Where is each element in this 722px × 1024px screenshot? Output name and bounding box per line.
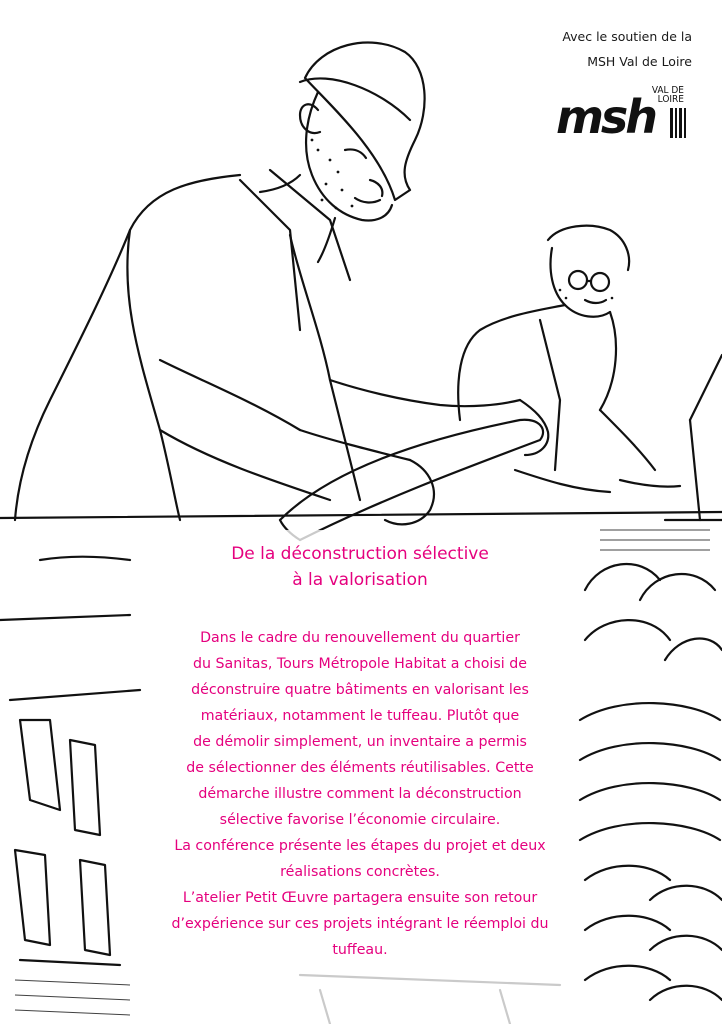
- description-line: L’atelier Petit Œuvre partagera ensuite son retour: [182, 890, 538, 906]
- msh-logo: [556, 86, 692, 142]
- event-title: [143, 541, 577, 593]
- msh-logo-region-line-2: LOIRE: [657, 94, 684, 105]
- description-line: déconstruire quatre bâtiments en valorisant les: [191, 682, 529, 698]
- description-line: du Sanitas, Tours Métropole Habitat a choisi de: [193, 656, 527, 672]
- msh-logo-region: [634, 86, 684, 104]
- event-description: [143, 625, 577, 963]
- description-line: La conférence présente les étapes du projet et deux: [174, 838, 546, 854]
- support-credit: [472, 24, 692, 74]
- msh-logo-bars-icon: [670, 108, 688, 138]
- description-line: démarche illustre comment la déconstruction: [198, 786, 522, 802]
- description-line: sélective favorise l’économie circulaire.: [219, 812, 501, 828]
- description-line: de sélectionner des éléments réutilisables. Cette: [186, 760, 534, 776]
- description-line: matériaux, notamment le tuffeau. Plutôt que: [200, 708, 520, 724]
- msh-logo-region-line-1: VAL DE: [651, 85, 684, 96]
- support-line-2: MSH Val de Loire: [587, 54, 692, 69]
- description-line: tuffeau.: [332, 942, 388, 958]
- title-line-2: à la valorisation: [292, 570, 428, 590]
- title-line-1: De la déconstruction sélective: [231, 544, 489, 564]
- msh-logo-word: msh: [556, 90, 656, 144]
- description-line: Dans le cadre du renouvellement du quartier: [200, 630, 520, 646]
- description-line: de démolir simplement, un inventaire a permis: [193, 734, 527, 750]
- description-line: réalisations concrètes.: [280, 864, 440, 880]
- support-line-1: Avec le soutien de la: [562, 29, 692, 44]
- description-line: d’expérience sur ces projets intégrant le réemploi du: [171, 916, 549, 932]
